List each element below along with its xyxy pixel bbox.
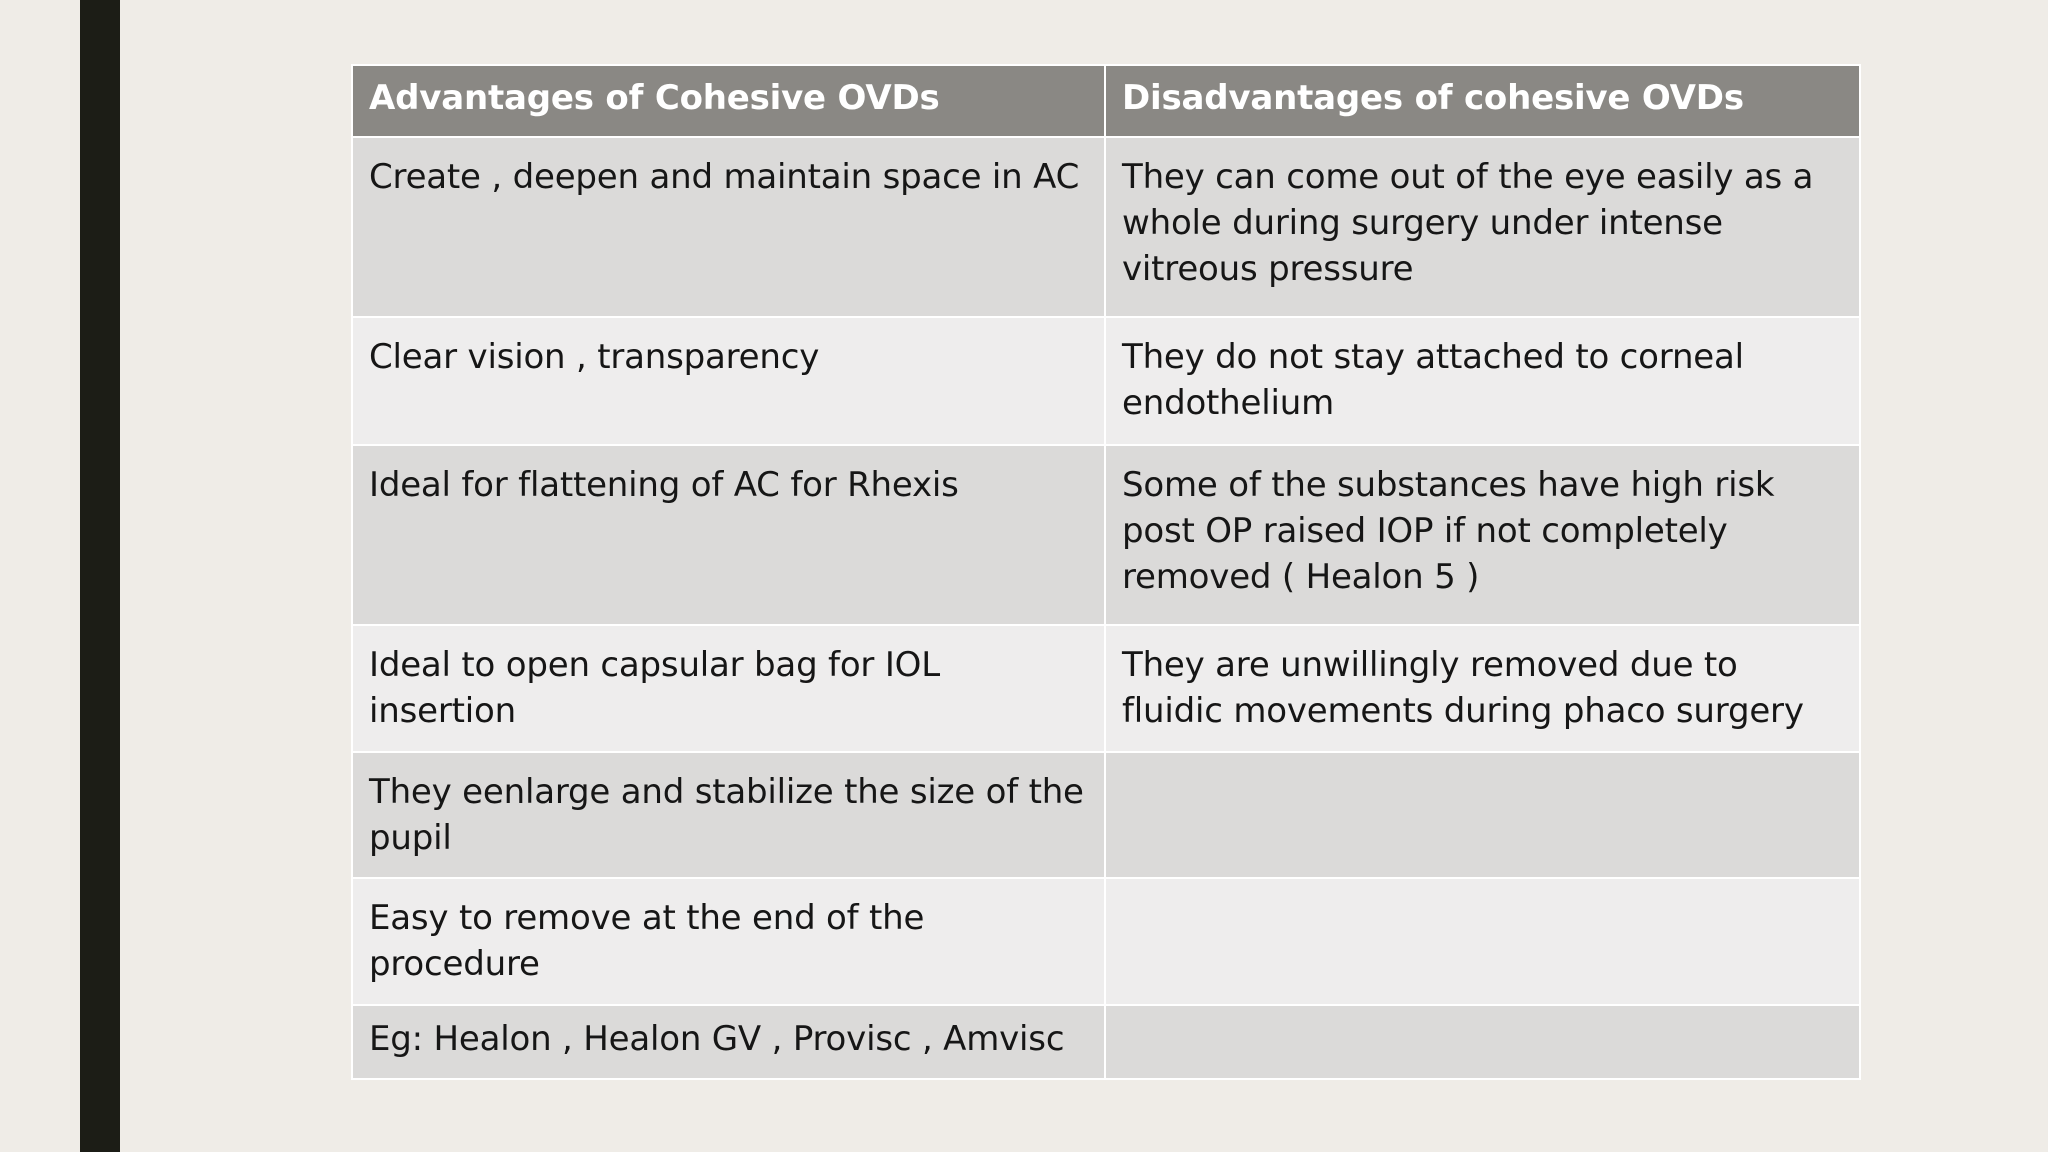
advantage-cell (352, 137, 1105, 317)
disadvantage-text: They can come out of the eye easily as a whole during surgery under intense vitreous pressure (1122, 157, 1814, 289)
advantage-text: Ideal for flattening of AC for Rhexis (369, 465, 959, 505)
header-advantages: Advantages of Cohesive OVDs (352, 65, 1105, 137)
disadvantage-cell (1105, 317, 1860, 445)
disadvantage-cell (1105, 625, 1860, 752)
advantage-cell (352, 878, 1105, 1005)
advantage-text: They eenlarge and stabilize the size of the pupil (369, 772, 1084, 858)
table-row (352, 137, 1860, 317)
left-accent-bar (80, 0, 120, 1152)
disadvantage-text: They do not stay attached to corneal endothelium (1122, 337, 1744, 423)
table-row (352, 878, 1860, 1005)
advantage-cell (352, 1005, 1105, 1079)
disadvantage-cell (1105, 878, 1860, 1005)
disadvantage-cell (1105, 445, 1860, 625)
table-header-row (352, 65, 1860, 137)
advantage-cell (352, 625, 1105, 752)
disadvantage-cell (1105, 752, 1860, 878)
advantage-cell (352, 445, 1105, 625)
table-row (352, 1005, 1860, 1079)
advantage-text: Eg: Healon , Healon GV , Provisc , Amvisc (369, 1019, 1065, 1059)
advantage-text: Create , deepen and maintain space in AC (369, 157, 1080, 197)
table-row (352, 625, 1860, 752)
header-disadvantages: Disadvantages of cohesive OVDs (1105, 65, 1860, 137)
table-row (352, 445, 1860, 625)
advantage-text: Clear vision , transparency (369, 337, 820, 377)
advantage-text: Easy to remove at the end of the procedure (369, 898, 925, 984)
disadvantage-text: They are unwillingly removed due to fluidic movements during phaco surgery (1122, 645, 1804, 731)
advantage-text: Ideal to open capsular bag for IOL insertion (369, 645, 940, 731)
ovd-comparison-table (351, 64, 1861, 1080)
advantage-cell (352, 752, 1105, 878)
advantage-cell (352, 317, 1105, 445)
table-row (352, 317, 1860, 445)
disadvantage-cell (1105, 1005, 1860, 1079)
disadvantage-text: Some of the substances have high risk post OP raised IOP if not completely removed ( Healon 5 ) (1122, 465, 1775, 597)
disadvantage-cell (1105, 137, 1860, 317)
table-row (352, 752, 1860, 878)
